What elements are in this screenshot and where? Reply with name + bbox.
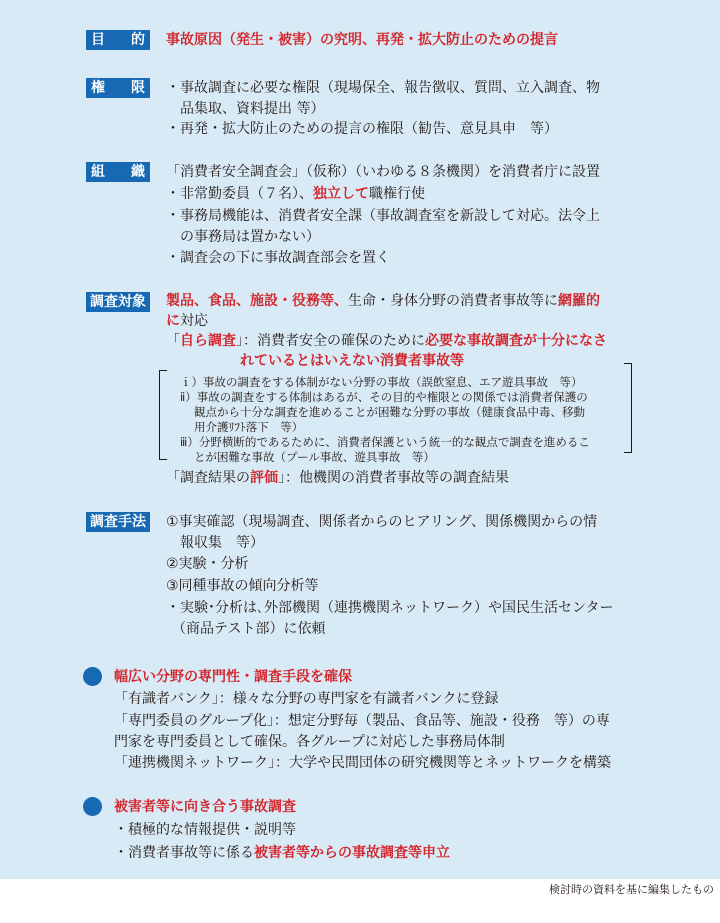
text-line — [114, 798, 296, 816]
text-line — [166, 292, 600, 310]
text-segment: 報収集 等） — [180, 535, 264, 551]
text-line — [166, 577, 319, 595]
text-segment: ・非常勤委員（７名）、 — [166, 186, 313, 202]
emphasis-text: 網羅的 — [558, 293, 600, 309]
emphasis-text: 事故原因（発生・被害）の究明、再発・拡大防止のための提言 — [166, 32, 558, 48]
text-segment: ⅲ）分野横断的であるために、消費者保護という統一的な観点で調査を進めるこ — [180, 435, 590, 449]
section-label-authority: 権 限 — [86, 78, 150, 98]
text-line — [166, 332, 607, 350]
text-line — [180, 100, 324, 118]
text-line — [114, 844, 450, 862]
text-segment: 「 — [166, 333, 180, 349]
text-segment: 用介護ﾘﾌﾄ落下 等） — [194, 420, 304, 434]
text-line — [114, 712, 610, 730]
emphasis-text: れているとはいえない消費者事故等 — [240, 353, 464, 369]
text-segment: ・再発・拡大防止のための提言の権限（勧告、意見具申 等） — [166, 121, 558, 137]
text-segment: 生命・身体分野の消費者事故等に — [348, 293, 558, 309]
text-line — [114, 754, 611, 772]
text-line — [114, 821, 296, 839]
source-note: 検討時の資料を基に編集したもの — [549, 883, 714, 896]
emphasis-text: 自ら調査 — [180, 333, 236, 349]
text-line — [180, 228, 320, 246]
text-segment: とが困難な事故（プール事故、遊具事故 等） — [194, 450, 435, 464]
text-segment: 門家を専門委員として確保。各グループに対応した事務局体制 — [114, 734, 505, 750]
text-line — [180, 435, 590, 449]
text-line — [194, 405, 585, 419]
text-line — [240, 352, 464, 370]
emphasis-text: 独立して — [313, 186, 369, 202]
text-line — [166, 31, 558, 49]
section-label-method: 調査手法 — [86, 512, 150, 532]
text-line — [166, 120, 558, 138]
text-line — [166, 163, 600, 181]
text-line — [194, 420, 303, 434]
text-segment: （商品テスト部）に依頼 — [172, 621, 326, 637]
text-segment: 職権行使 — [369, 186, 425, 202]
text-line — [166, 79, 600, 97]
text-line — [114, 733, 505, 751]
text-line — [166, 207, 600, 225]
text-segment: 」：他機関の消費者事故等の調査結果 — [278, 470, 509, 486]
text-line — [166, 513, 597, 531]
text-segment: ・調査会の下に事故調査部会を置く — [166, 250, 390, 266]
text-segment: 観点から十分な調査を進めることが困難な分野の事故（健康食品中毒、移動 — [194, 405, 585, 419]
emphasis-text: 製品、食品、施設・役務等、 — [166, 293, 348, 309]
emphasis-text: 幅広い分野の専門性・調査手段を確保 — [114, 669, 352, 685]
text-line — [166, 312, 208, 330]
emphasis-text: 評価 — [250, 470, 278, 486]
bracket-left — [159, 370, 167, 460]
text-segment: 「有識者バンク」：様々な分野の専門家を有識者バンクに登録 — [114, 691, 499, 707]
text-line — [194, 450, 435, 464]
text-segment: ⅱ）事故の調査をする体制はあるが、その目的や権限との関係では消費者保護の — [180, 390, 588, 404]
text-segment: ・事故調査に必要な権限（現場保全、報告徴収、質問、立入調査、物 — [166, 80, 600, 96]
emphasis-text: 必要な事故調査が十分になさ — [425, 333, 607, 349]
text-line — [172, 620, 325, 638]
text-segment: 」：消費者安全の確保のために — [236, 333, 425, 349]
text-line — [180, 390, 588, 404]
text-segment: 「消費者安全調査会」（仮称）（いわゆる８条機関）を消費者庁に設置 — [166, 164, 600, 180]
text-segment: ・事務局機能は、消費者安全課（事故調査室を新設して対応。法令上 — [166, 208, 600, 224]
text-segment: 品集取、資料提出 等） — [180, 101, 325, 117]
text-line — [166, 469, 509, 487]
emphasis-text: 被害者等に向き合う事故調査 — [114, 799, 296, 815]
emphasis-text: に — [166, 313, 180, 329]
text-segment: ｉ）事故の調査をする体制がない分野の事故（誤飲窒息、エア遊具事故 等） — [180, 375, 583, 389]
text-line — [166, 249, 390, 267]
section-label-scope: 調査対象 — [86, 292, 150, 312]
text-segment: ③同種事故の傾向分析等 — [166, 578, 319, 594]
bracket-right — [624, 363, 632, 453]
text-line — [114, 668, 352, 686]
section-label-purpose: 目 的 — [86, 30, 150, 50]
text-segment: ・消費者事故等に係る — [114, 845, 254, 861]
text-line — [166, 185, 425, 203]
text-segment: 「連携機関ネットワーク」：大学や民間団体の研究機関等とネットワークを構築 — [114, 755, 611, 771]
text-segment: ①事実確認（現場調査、関係者からのヒアリング、関係機関からの情 — [166, 514, 598, 530]
text-line — [114, 690, 498, 708]
bullet-circle-icon — [83, 797, 102, 816]
text-segment: 対応 — [180, 313, 208, 329]
text-segment: ・積極的な情報提供・説明等 — [114, 822, 296, 838]
text-line — [180, 375, 583, 389]
text-line — [166, 599, 613, 617]
text-line — [180, 534, 264, 552]
text-segment: 「専門委員のグループ化」：想定分野毎（製品、食品等、施設・役務 等）の専 — [114, 713, 610, 729]
text-segment: ・実験･分析は､外部機関（連携機関ネットワーク）や国民生活センター — [166, 600, 614, 616]
bullet-circle-icon — [83, 667, 102, 686]
text-segment: 「調査結果の — [166, 470, 250, 486]
text-line — [166, 555, 249, 573]
section-label-organization: 組 織 — [86, 162, 150, 182]
emphasis-text: 被害者等からの事故調査等申立 — [254, 845, 450, 861]
text-segment: の事務局は置かない） — [180, 229, 320, 245]
text-segment: ②実験・分析 — [166, 556, 249, 572]
